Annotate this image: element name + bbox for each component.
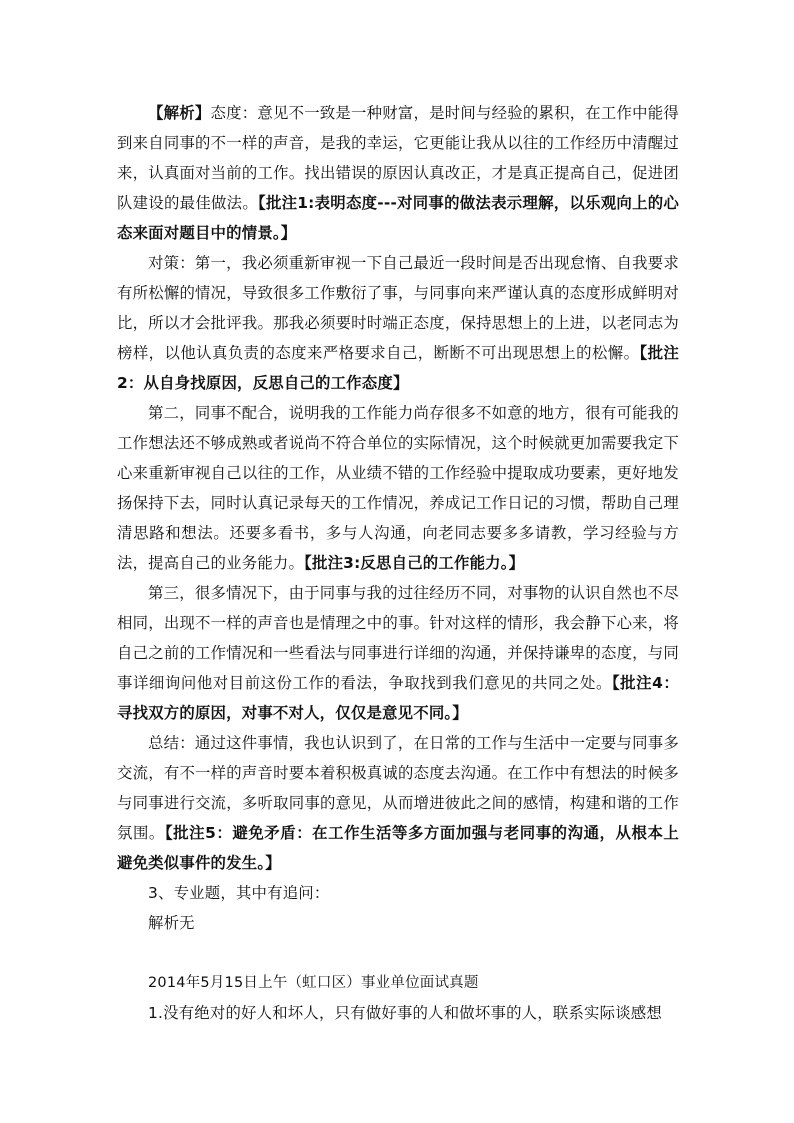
- strategy-paragraph-1: [117, 248, 679, 398]
- strategy-paragraph-3: [117, 578, 679, 728]
- strategy-paragraph-2: [117, 398, 679, 578]
- question-1: 1.没有绝对的好人和坏人，只有做好事的人和做坏事的人，联系实际谈感想: [148, 1004, 662, 1022]
- annotation-5: 【批注5：避免矛盾：在工作生活等多方面加强与老同事的沟通，从根本上避免类似事件的发生。】: [117, 824, 680, 872]
- annotation-3: 【批注3:反思自己的工作能力。】: [304, 554, 525, 572]
- spacer: [117, 938, 679, 968]
- summary-paragraph: [117, 728, 679, 878]
- strategy-1-text: 对策：第一，我必须重新审视一下自己最近一段时间是否出现怠惰、自我要求有所松懈的情况，导致很多工作敷衍了事，与同事向来严谨认真的态度形成鲜明对比，所以才会批评我。那我必须要时时端正态度，保持思想上的上进，以老同志为榜样，以他认真负责的态度来严格要求自己，断断不可出现思想上的松懈。: [117, 254, 679, 362]
- analysis-text: 态度：意见不一致是一种财富，是时间与经验的累积，在工作中能得到来自同事的不一样的声音，是我的幸运，它更能让我从以往的工作经历中清醒过来，认真面对当前的工作。找出错误的原因认真改正，才是真正提高自己，促进团队建设的最佳做法。: [117, 104, 679, 212]
- strategy-2-text: 第二，同事不配合，说明我的工作能力尚存很多不如意的地方，很有可能我的工作想法还不够成熟或者说尚不符合单位的实际情况，这个时候就更加需要我定下心来重新审视自己以往的工作，从业绩不错的工作经验中提取成功要素，更好地发扬保持下去，同时认真记录每天的工作情况，养成记工作日记的习惯，帮助自己理清思路和想法。还要多看书，多与人沟通，向老同志要多多请教，学习经验与方法，提高自己的业务能力。: [117, 404, 679, 572]
- item-3-heading: 3、专业题，其中有追问：: [148, 884, 330, 902]
- annotation-2: 【批注2：从自身找原因，反思自己的工作态度】: [117, 344, 679, 392]
- strategy-3-text: 第三，很多情况下，由于同事与我的过往经历不同，对事物的认识自然也不尽相同，出现不一样的声音也是情理之中的事。针对这样的情形，我会静下心来，将自己之前的工作情况和一些看法与同事进行详细的沟通，并保持谦卑的态度，与同事详细询问他对目前这份工作的看法，争取找到我们意见的共同之处。: [117, 584, 679, 692]
- annotation-4: 【批注4：寻找双方的原因，对事不对人，仅仅是意见不同。】: [117, 674, 679, 722]
- analysis-label: 【解析】: [148, 104, 211, 122]
- analysis-none: 解析无: [148, 914, 195, 932]
- summary-text: 总结：通过这件事情，我也认识到了，在日常的工作与生活中一定要与同事多交流，有不一样的声音时要本着积极真诚的态度去沟通。在工作中有想法的时候多与同事进行交流，多听取同事的意见，从而增进彼此之间的感情，构建和谐的工作氛围。: [117, 734, 679, 842]
- annotation-1: 【批注1:表明态度---对同事的做法表示理解，以乐观向上的心态来面对题目中的情景。】: [117, 194, 679, 242]
- exam-title: 2014年5月15日上午（虹口区）事业单位面试真题: [148, 975, 479, 991]
- analysis-paragraph: [117, 98, 679, 248]
- document-body: [117, 98, 679, 1028]
